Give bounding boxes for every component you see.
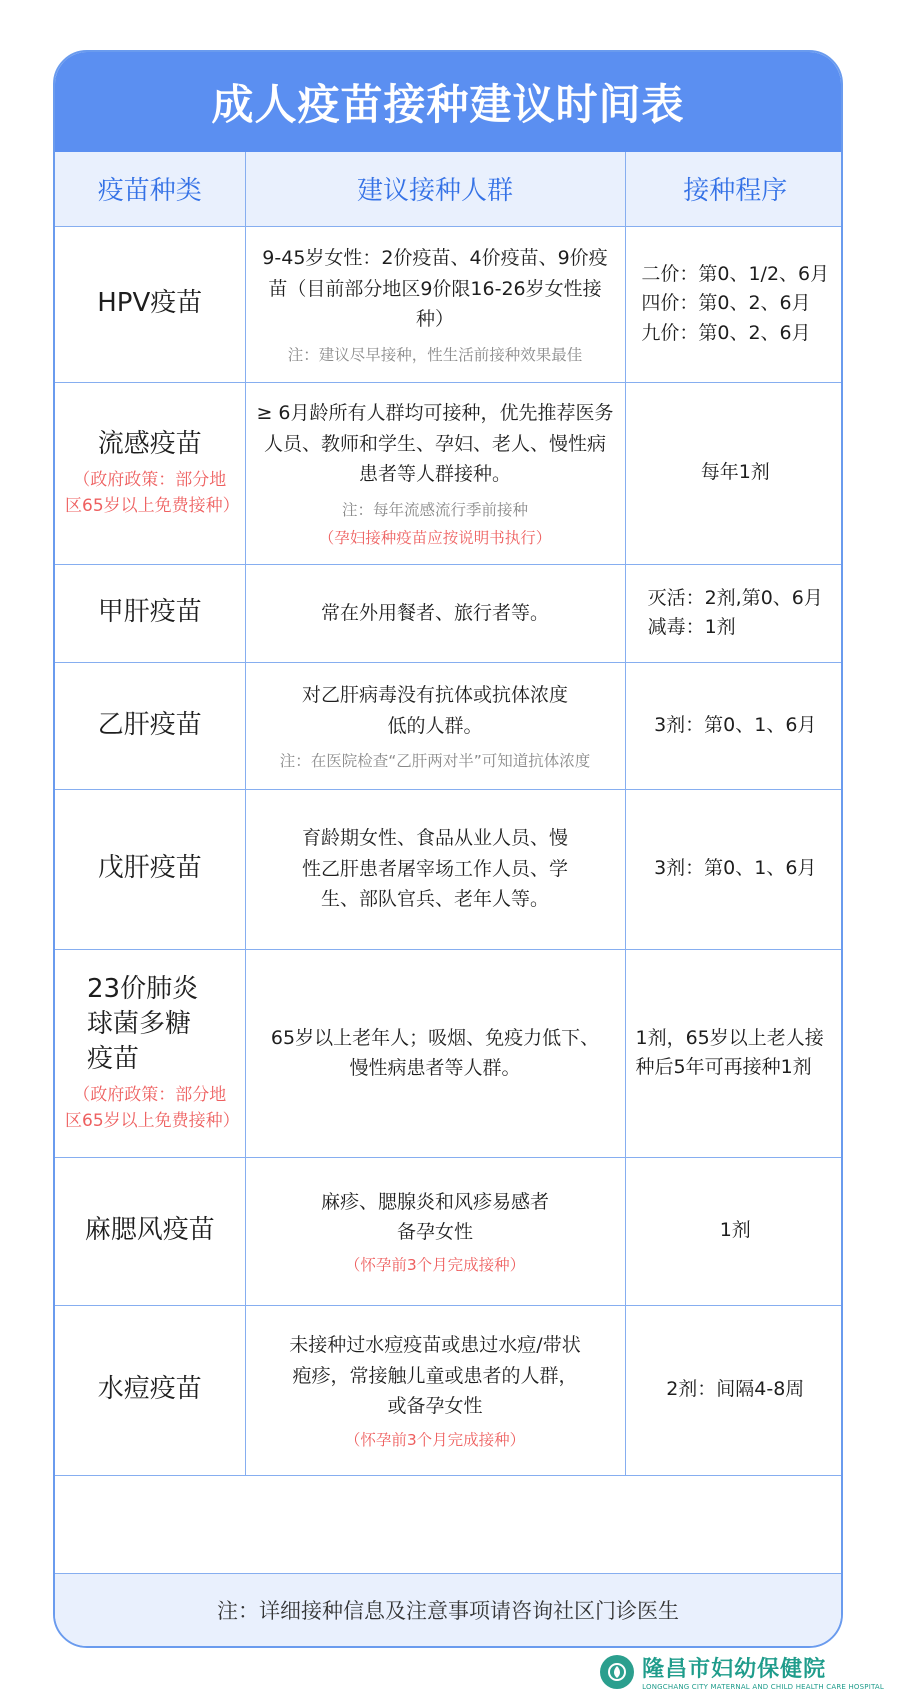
- vaccine-name: 乙肝疫苗: [97, 709, 202, 740]
- hospital-english-name: LONGCHANG CITY MATERNAL AND CHILD HEALTH CARE HOSPITAL: [642, 1683, 884, 1691]
- recommended-crowd: 65岁以上老年人；吸烟、免疫力低下、慢性病患者等人群。: [270, 1026, 600, 1079]
- recommended-crowd: ≥ 6月龄所有人群均可接种，优先推荐医务人员、教师和学生、孕妇、老人、慢性病患者等人群接种。: [256, 402, 614, 486]
- policy-note: （政府政策：部分地区65岁以上免费接种）: [65, 470, 240, 516]
- recommended-crowd: 未接种过水痘疫苗或患过水痘/带状疱疹，常接触儿童或患者的人群，或备孕女性: [289, 1334, 581, 1418]
- table-row: [55, 662, 843, 789]
- hospital-logo: [600, 1652, 884, 1691]
- schedule-line: 四价：第0、2、6月: [641, 292, 811, 315]
- warning-note: （怀孕前3个月完成接种）: [344, 1256, 526, 1275]
- schedule-line: 二价：第0、1/2、6月: [641, 262, 830, 285]
- vaccine-table: [55, 152, 843, 1476]
- schedule: 1剂: [719, 1219, 751, 1242]
- policy-note: （政府政策：部分地区65岁以上免费接种）: [65, 1085, 240, 1131]
- hospital-name: 隆昌市妇幼保健院: [642, 1656, 827, 1682]
- table-row: [55, 1157, 843, 1305]
- schedule: [641, 260, 829, 348]
- vaccine-schedule-card: [53, 50, 843, 1648]
- row-note: 注：每年流感流行季前接种: [341, 500, 528, 519]
- table-row: [55, 226, 843, 382]
- vaccine-name: 23价肺炎球菌多糖疫苗: [87, 973, 199, 1075]
- table-header-row: [55, 152, 843, 226]
- table-row: [55, 949, 843, 1157]
- header-vaccine-type: 疫苗种类: [55, 152, 245, 226]
- header-schedule: 接种程序: [625, 152, 843, 226]
- row-note: 注：在医院检查“乙肝两对半”可知道抗体浓度: [279, 751, 591, 770]
- schedule-line: 九价：第0、2、6月: [641, 321, 811, 344]
- row-note: 注：建议尽早接种，性生活前接种效果最佳: [287, 345, 583, 364]
- vaccine-name: 水痘疫苗: [97, 1374, 202, 1405]
- hospital-emblem-icon: [600, 1655, 634, 1689]
- table-row: [55, 564, 843, 662]
- schedule: 3剂：第0、1、6月: [654, 857, 817, 880]
- recommended-crowd: 9-45岁女性：2价疫苗、4价疫苗、9价疫苗（目前部分地区9价限16-26岁女性接种）: [262, 247, 608, 331]
- schedule: 2剂：间隔4-8周: [666, 1378, 805, 1401]
- footer-note: 注：详细接种信息及注意事项请咨询社区门诊医生: [55, 1573, 841, 1646]
- schedule-line: 灭活：2剂,第0、6月: [647, 586, 823, 609]
- recommended-crowd: 育龄期女性、食品从业人员、慢性乙肝患者屠宰场工作人员、学生、部队官兵、老年人等。: [301, 827, 568, 911]
- schedule: 1剂，65岁以上老人接种后5年可再接种1剂: [635, 1026, 824, 1078]
- vaccine-name: 甲肝疫苗: [97, 597, 202, 628]
- schedule: [648, 584, 823, 643]
- vaccine-name: 麻腮风疫苗: [84, 1215, 215, 1246]
- table-row: [55, 789, 843, 949]
- vaccine-name: HPV疫苗: [97, 288, 203, 319]
- table-row: [55, 382, 843, 564]
- warning-note: （孕妇接种疫苗应按说明书执行）: [318, 528, 552, 547]
- vaccine-name: 流感疫苗: [97, 428, 202, 459]
- recommended-crowd: 常在外用餐者、旅行者等。: [320, 601, 549, 624]
- recommended-crowd: 麻疹、腮腺炎和风疹易感者备孕女性: [320, 1190, 549, 1243]
- table-row: [55, 1305, 843, 1475]
- page-title: 成人疫苗接种建议时间表: [55, 52, 841, 152]
- schedule: 每年1剂: [700, 461, 770, 484]
- warning-note: （怀孕前3个月完成接种）: [344, 1430, 526, 1449]
- schedule: 3剂：第0、1、6月: [654, 713, 817, 736]
- header-recommended-crowd: 建议接种人群: [245, 152, 625, 226]
- vaccine-name: 戊肝疫苗: [97, 853, 202, 884]
- recommended-crowd: 对乙肝病毒没有抗体或抗体浓度低的人群。: [301, 684, 568, 737]
- schedule-line: 减毒：1剂: [647, 616, 736, 638]
